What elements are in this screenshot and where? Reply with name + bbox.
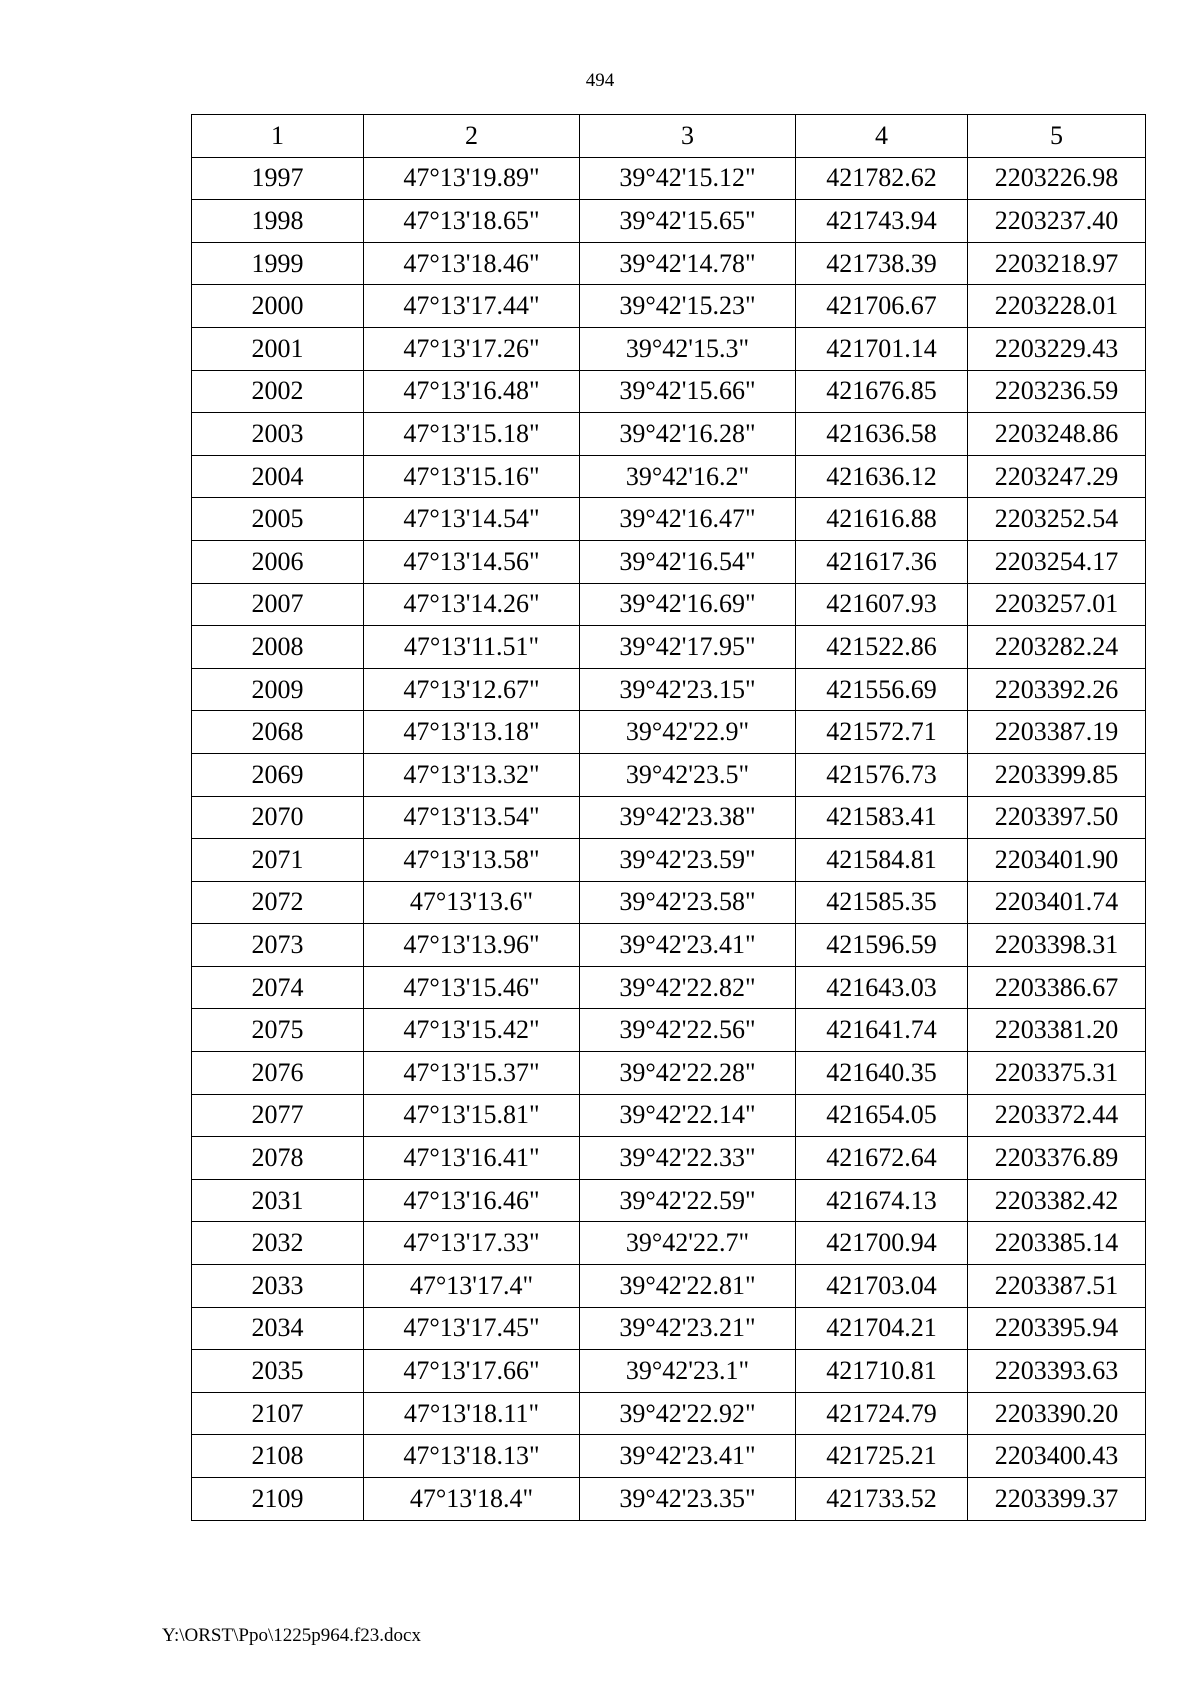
table-row xyxy=(192,413,1146,456)
table-cell: 421654.05 xyxy=(796,1094,968,1137)
table-cell: 2203401.90 xyxy=(968,839,1146,882)
table-cell: 2108 xyxy=(192,1435,364,1478)
table-cell: 421676.85 xyxy=(796,370,968,413)
table-cell: 421724.79 xyxy=(796,1392,968,1435)
table-row xyxy=(192,1265,1146,1308)
table-cell: 2074 xyxy=(192,966,364,1009)
page-number: 494 xyxy=(585,70,615,91)
table-row xyxy=(192,668,1146,711)
table-cell: 47°13'13.96" xyxy=(364,924,580,967)
table-cell: 2076 xyxy=(192,1052,364,1095)
table-cell: 47°13'17.45" xyxy=(364,1307,580,1350)
table-body xyxy=(192,115,1146,1521)
table-cell: 2203397.50 xyxy=(968,796,1146,839)
table-cell: 2032 xyxy=(192,1222,364,1265)
table-cell: 421725.21 xyxy=(796,1435,968,1478)
table-cell: 421583.41 xyxy=(796,796,968,839)
table-row xyxy=(192,966,1146,1009)
table-cell: 1997 xyxy=(192,157,364,200)
column-header: 2 xyxy=(364,115,580,158)
table-cell: 421572.71 xyxy=(796,711,968,754)
table-cell: 421616.88 xyxy=(796,498,968,541)
table-cell: 47°13'13.6" xyxy=(364,881,580,924)
table-cell: 47°13'18.46" xyxy=(364,242,580,285)
table-cell: 2203390.20 xyxy=(968,1392,1146,1435)
table-cell: 39°42'16.28" xyxy=(580,413,796,456)
table-row xyxy=(192,753,1146,796)
table-cell: 2107 xyxy=(192,1392,364,1435)
table-cell: 39°42'15.12" xyxy=(580,157,796,200)
table-cell: 39°42'23.1" xyxy=(580,1350,796,1393)
table-row xyxy=(192,583,1146,626)
table-cell: 39°42'22.9" xyxy=(580,711,796,754)
table-cell: 2072 xyxy=(192,881,364,924)
table-cell: 421640.35 xyxy=(796,1052,968,1095)
column-header: 4 xyxy=(796,115,968,158)
table-row xyxy=(192,200,1146,243)
table-row xyxy=(192,711,1146,754)
coordinates-table xyxy=(191,114,1146,1521)
table-cell: 421596.59 xyxy=(796,924,968,967)
column-header: 1 xyxy=(192,115,364,158)
table-cell: 47°13'14.26" xyxy=(364,583,580,626)
table-cell: 39°42'14.78" xyxy=(580,242,796,285)
table-row xyxy=(192,1094,1146,1137)
table-cell: 421710.81 xyxy=(796,1350,968,1393)
table-cell: 2006 xyxy=(192,540,364,583)
table-cell: 421701.14 xyxy=(796,327,968,370)
table-cell: 39°42'23.15" xyxy=(580,668,796,711)
table-row xyxy=(192,242,1146,285)
table-cell: 2203252.54 xyxy=(968,498,1146,541)
table-cell: 2203237.40 xyxy=(968,200,1146,243)
table-row xyxy=(192,881,1146,924)
table-cell: 39°42'23.41" xyxy=(580,1435,796,1478)
table-cell: 1999 xyxy=(192,242,364,285)
table-row xyxy=(192,370,1146,413)
table-cell: 421674.13 xyxy=(796,1179,968,1222)
table-cell: 39°42'23.59" xyxy=(580,839,796,882)
table-cell: 47°13'13.18" xyxy=(364,711,580,754)
table-cell: 2000 xyxy=(192,285,364,328)
table-cell: 421738.39 xyxy=(796,242,968,285)
table-cell: 421576.73 xyxy=(796,753,968,796)
table-cell: 2035 xyxy=(192,1350,364,1393)
table-cell: 47°13'15.81" xyxy=(364,1094,580,1137)
table-cell: 2007 xyxy=(192,583,364,626)
table-cell: 2008 xyxy=(192,626,364,669)
table-cell: 39°42'22.59" xyxy=(580,1179,796,1222)
table-row xyxy=(192,1435,1146,1478)
table-cell: 2203386.67 xyxy=(968,966,1146,1009)
table-cell: 39°42'15.3" xyxy=(580,327,796,370)
table-cell: 2075 xyxy=(192,1009,364,1052)
table-row xyxy=(192,1478,1146,1521)
table-cell: 2070 xyxy=(192,796,364,839)
table-cell: 39°42'16.69" xyxy=(580,583,796,626)
table-cell: 2203248.86 xyxy=(968,413,1146,456)
table-row xyxy=(192,498,1146,541)
table-cell: 47°13'15.37" xyxy=(364,1052,580,1095)
table-cell: 2003 xyxy=(192,413,364,456)
table-cell: 39°42'23.38" xyxy=(580,796,796,839)
table-cell: 47°13'19.89" xyxy=(364,157,580,200)
table-cell: 2203218.97 xyxy=(968,242,1146,285)
table-cell: 47°13'17.26" xyxy=(364,327,580,370)
table-cell: 47°13'16.46" xyxy=(364,1179,580,1222)
table-cell: 2068 xyxy=(192,711,364,754)
table-cell: 47°13'16.48" xyxy=(364,370,580,413)
table-cell: 421700.94 xyxy=(796,1222,968,1265)
table-row xyxy=(192,1222,1146,1265)
table-cell: 47°13'17.33" xyxy=(364,1222,580,1265)
table-cell: 47°13'18.13" xyxy=(364,1435,580,1478)
table-cell: 2203375.31 xyxy=(968,1052,1146,1095)
table-cell: 2203387.19 xyxy=(968,711,1146,754)
table-cell: 2071 xyxy=(192,839,364,882)
table-cell: 421585.35 xyxy=(796,881,968,924)
table-cell: 2203399.37 xyxy=(968,1478,1146,1521)
table-cell: 47°13'11.51" xyxy=(364,626,580,669)
table-cell: 47°13'18.4" xyxy=(364,1478,580,1521)
table-row xyxy=(192,1350,1146,1393)
table-cell: 421703.04 xyxy=(796,1265,968,1308)
table-cell: 2203385.14 xyxy=(968,1222,1146,1265)
table-cell: 2078 xyxy=(192,1137,364,1180)
table-cell: 2203393.63 xyxy=(968,1350,1146,1393)
table-cell: 47°13'16.41" xyxy=(364,1137,580,1180)
table-cell: 2203376.89 xyxy=(968,1137,1146,1180)
table-row xyxy=(192,1179,1146,1222)
table-cell: 2009 xyxy=(192,668,364,711)
table-cell: 47°13'17.4" xyxy=(364,1265,580,1308)
table-cell: 2203257.01 xyxy=(968,583,1146,626)
table-cell: 421643.03 xyxy=(796,966,968,1009)
table-cell: 2073 xyxy=(192,924,364,967)
column-header: 3 xyxy=(580,115,796,158)
table-cell: 47°13'15.18" xyxy=(364,413,580,456)
table-cell: 39°42'15.23" xyxy=(580,285,796,328)
table-cell: 421641.74 xyxy=(796,1009,968,1052)
table-cell: 47°13'15.16" xyxy=(364,455,580,498)
table-row xyxy=(192,1137,1146,1180)
table-cell: 47°13'14.56" xyxy=(364,540,580,583)
table-cell: 47°13'18.65" xyxy=(364,200,580,243)
table-cell: 421672.64 xyxy=(796,1137,968,1180)
table-cell: 39°42'23.5" xyxy=(580,753,796,796)
table-cell: 2203398.31 xyxy=(968,924,1146,967)
table-cell: 421584.81 xyxy=(796,839,968,882)
table-cell: 39°42'22.14" xyxy=(580,1094,796,1137)
table-cell: 47°13'12.67" xyxy=(364,668,580,711)
table-cell: 2077 xyxy=(192,1094,364,1137)
table-cell: 2203400.43 xyxy=(968,1435,1146,1478)
table-cell: 47°13'15.42" xyxy=(364,1009,580,1052)
table-cell: 47°13'13.58" xyxy=(364,839,580,882)
table-row xyxy=(192,157,1146,200)
table-cell: 2203247.29 xyxy=(968,455,1146,498)
table-cell: 2005 xyxy=(192,498,364,541)
table-cell: 47°13'18.11" xyxy=(364,1392,580,1435)
table-cell: 2203229.43 xyxy=(968,327,1146,370)
table-cell: 39°42'16.54" xyxy=(580,540,796,583)
table-cell: 2203381.20 xyxy=(968,1009,1146,1052)
table-row xyxy=(192,327,1146,370)
table-cell: 39°42'22.81" xyxy=(580,1265,796,1308)
table-cell: 2203395.94 xyxy=(968,1307,1146,1350)
table-cell: 2203226.98 xyxy=(968,157,1146,200)
table-row xyxy=(192,1307,1146,1350)
table-row xyxy=(192,626,1146,669)
table-cell: 47°13'14.54" xyxy=(364,498,580,541)
table-cell: 421636.12 xyxy=(796,455,968,498)
table-cell: 39°42'22.7" xyxy=(580,1222,796,1265)
table-cell: 2203392.26 xyxy=(968,668,1146,711)
table-cell: 39°42'23.41" xyxy=(580,924,796,967)
table-cell: 47°13'15.46" xyxy=(364,966,580,1009)
table-cell: 2069 xyxy=(192,753,364,796)
table-cell: 39°42'16.47" xyxy=(580,498,796,541)
table-row xyxy=(192,285,1146,328)
footer-file-path: Y:\ORST\Ppo\1225p964.f23.docx xyxy=(162,1625,421,1646)
table-cell: 39°42'16.2" xyxy=(580,455,796,498)
table-cell: 2203282.24 xyxy=(968,626,1146,669)
table-cell: 421733.52 xyxy=(796,1478,968,1521)
table-cell: 39°42'23.35" xyxy=(580,1478,796,1521)
table-cell: 47°13'13.54" xyxy=(364,796,580,839)
table-cell: 2033 xyxy=(192,1265,364,1308)
table-cell: 2001 xyxy=(192,327,364,370)
table-cell: 421706.67 xyxy=(796,285,968,328)
table-cell: 39°42'15.65" xyxy=(580,200,796,243)
table-cell: 421782.62 xyxy=(796,157,968,200)
table-cell: 39°42'22.56" xyxy=(580,1009,796,1052)
table-cell: 421617.36 xyxy=(796,540,968,583)
table-cell: 2004 xyxy=(192,455,364,498)
table-row xyxy=(192,1009,1146,1052)
table-cell: 39°42'22.33" xyxy=(580,1137,796,1180)
table-cell: 39°42'22.92" xyxy=(580,1392,796,1435)
table-cell: 39°42'23.58" xyxy=(580,881,796,924)
table-cell: 39°42'22.28" xyxy=(580,1052,796,1095)
table-row xyxy=(192,924,1146,967)
table-cell: 39°42'15.66" xyxy=(580,370,796,413)
table-cell: 39°42'23.21" xyxy=(580,1307,796,1350)
table-cell: 421522.86 xyxy=(796,626,968,669)
table-row xyxy=(192,839,1146,882)
table-cell: 2031 xyxy=(192,1179,364,1222)
table-cell: 47°13'13.32" xyxy=(364,753,580,796)
table-row xyxy=(192,540,1146,583)
table-cell: 2203372.44 xyxy=(968,1094,1146,1137)
table-cell: 2203254.17 xyxy=(968,540,1146,583)
table-cell: 2203382.42 xyxy=(968,1179,1146,1222)
table-cell: 2203387.51 xyxy=(968,1265,1146,1308)
table-cell: 421704.21 xyxy=(796,1307,968,1350)
table-header-row xyxy=(192,115,1146,158)
table-row xyxy=(192,455,1146,498)
table-cell: 2203228.01 xyxy=(968,285,1146,328)
table-row xyxy=(192,1052,1146,1095)
table-cell: 2109 xyxy=(192,1478,364,1521)
table-cell: 39°42'22.82" xyxy=(580,966,796,1009)
table-cell: 47°13'17.44" xyxy=(364,285,580,328)
table-row xyxy=(192,1392,1146,1435)
table-cell: 421607.93 xyxy=(796,583,968,626)
table-cell: 1998 xyxy=(192,200,364,243)
table-cell: 421743.94 xyxy=(796,200,968,243)
table-cell: 2002 xyxy=(192,370,364,413)
table-cell: 2203236.59 xyxy=(968,370,1146,413)
table-cell: 421636.58 xyxy=(796,413,968,456)
table-cell: 47°13'17.66" xyxy=(364,1350,580,1393)
table-cell: 2034 xyxy=(192,1307,364,1350)
table-cell: 2203401.74 xyxy=(968,881,1146,924)
column-header: 5 xyxy=(968,115,1146,158)
table-row xyxy=(192,796,1146,839)
table-cell: 421556.69 xyxy=(796,668,968,711)
table-cell: 39°42'17.95" xyxy=(580,626,796,669)
table-cell: 2203399.85 xyxy=(968,753,1146,796)
